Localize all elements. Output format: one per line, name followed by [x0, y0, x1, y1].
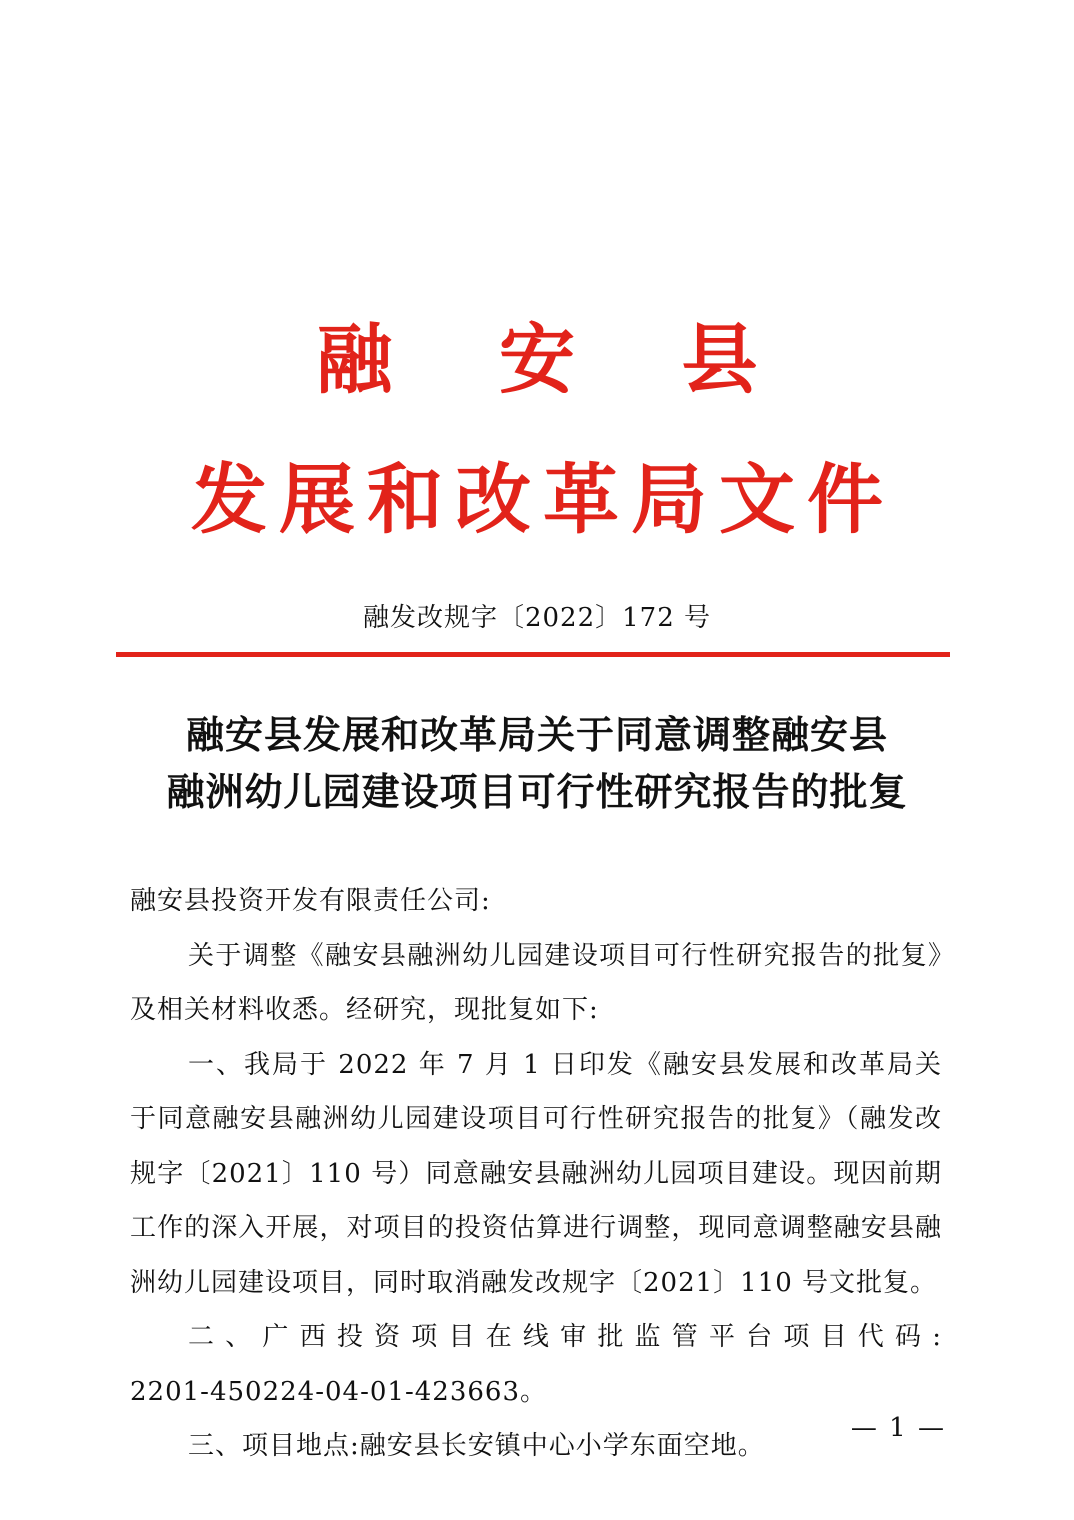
- red-separator-line: [116, 652, 950, 657]
- page-number: — 1 —: [850, 1413, 946, 1443]
- document-number: 融发改规字〔2022〕172 号: [362, 603, 712, 633]
- paragraph-item-2-line2: 2201-450224-04-01-423663。: [130, 1376, 547, 1407]
- paragraph-item-1: 一、我局于 2022 年 7 月 1 日印发《融安县发展和改革局关于同意融安县融洲幼儿园建设项目可行性研究报告的批复》（融发改规字〔2021〕110 号）同意融安县融洲幼儿园项目建设。现因前期工作的深入开展，对项目的投资估算进行调整，现同意调整融安县融洲幼儿园建设项目，同时取消融发改规字〔2021〕110 号文批复。: [130, 1049, 942, 1298]
- salutation: 融安县投资开发有限责任公司:: [130, 886, 491, 916]
- paragraph-intro: 关于调整《融安县融洲幼儿园建设项目可行性研究报告的批复》及相关材料收悉。经研究，现批复如下:: [130, 940, 942, 1025]
- issuer-name-line2: 发展和改革局文件: [191, 455, 895, 544]
- title-line1: 融安县发展和改革局关于同意调整融安县: [185, 712, 888, 757]
- paragraph-item-2-line1: 二、广西投资项目在线审批监管平台项目代码:: [188, 1322, 942, 1352]
- issuer-name-line1: 融 安 县: [316, 315, 798, 404]
- document-body: [130, 874, 942, 1474]
- paragraph-item-3: 三、项目地点:融安县长安镇中心小学东面空地。: [188, 1431, 765, 1461]
- title-line2: 融洲幼儿园建设项目可行性研究报告的批复: [166, 769, 908, 814]
- document-title: [100, 706, 974, 820]
